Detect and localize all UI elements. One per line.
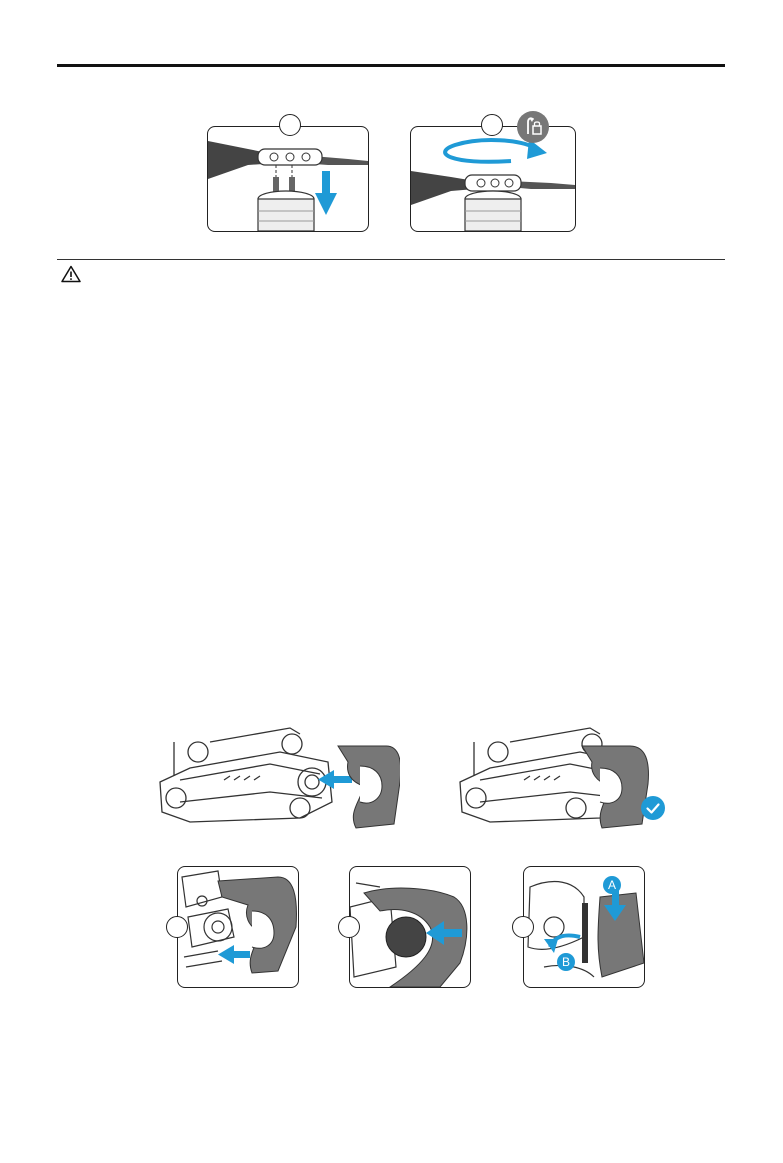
- protector-step-2-illustration: [349, 866, 471, 988]
- header-rule: [57, 64, 725, 67]
- warning-divider: [57, 259, 725, 260]
- protector-step-2-number: [338, 916, 360, 938]
- propeller-step-2-number: [481, 114, 503, 136]
- protector-step-3-number: [512, 916, 534, 938]
- label-b-badge: B: [557, 953, 575, 971]
- check-circle-icon: [641, 796, 665, 820]
- propeller-step-1-illustration: [207, 126, 369, 232]
- warning-triangle-icon: [61, 265, 81, 283]
- propeller-step-2-illustration: [410, 126, 576, 232]
- protector-step-1-illustration: [177, 866, 299, 988]
- protector-step-1-number: [166, 916, 188, 938]
- lock-rotate-icon: [516, 110, 550, 144]
- propeller-step-1-number: [279, 114, 301, 136]
- protector-attach-illustration: [150, 722, 400, 832]
- label-a-badge: A: [603, 876, 621, 894]
- protector-step-3-illustration: [523, 866, 645, 988]
